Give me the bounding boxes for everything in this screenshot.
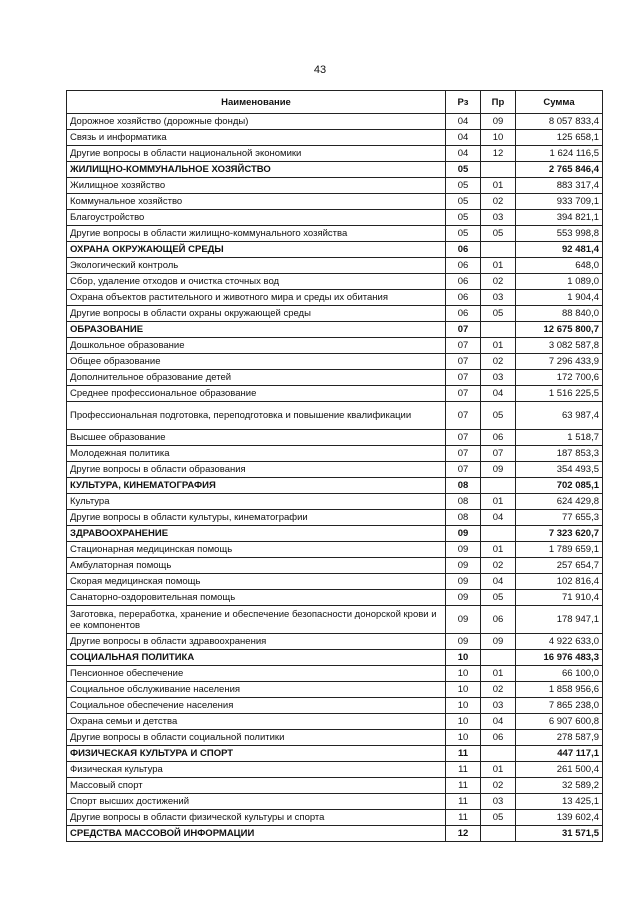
cell-name: Другие вопросы в области жилищно-коммунального хозяйства	[67, 226, 446, 242]
cell-pr: 04	[481, 510, 516, 526]
cell-name: Культура	[67, 494, 446, 510]
cell-sum: 1 624 116,5	[516, 146, 603, 162]
cell-pr	[481, 526, 516, 542]
cell-sum: 1 858 956,6	[516, 682, 603, 698]
cell-sum: 1 089,0	[516, 274, 603, 290]
cell-name: Санаторно-оздоровительная помощь	[67, 590, 446, 606]
cell-name: Жилищное хозяйство	[67, 178, 446, 194]
cell-sum: 16 976 483,3	[516, 650, 603, 666]
cell-sum: 4 922 633,0	[516, 634, 603, 650]
cell-sum: 257 654,7	[516, 558, 603, 574]
cell-pr	[481, 322, 516, 338]
cell-pr: 03	[481, 210, 516, 226]
cell-sum: 261 500,4	[516, 762, 603, 778]
cell-name: СРЕДСТВА МАССОВОЙ ИНФОРМАЦИИ	[67, 826, 446, 842]
cell-sum: 624 429,8	[516, 494, 603, 510]
cell-pr: 09	[481, 462, 516, 478]
cell-rz: 10	[446, 650, 481, 666]
cell-rz: 11	[446, 746, 481, 762]
table-row	[67, 762, 603, 778]
cell-name: Другие вопросы в области здравоохранения	[67, 634, 446, 650]
cell-rz: 04	[446, 114, 481, 130]
cell-pr: 05	[481, 402, 516, 430]
cell-name: Коммунальное хозяйство	[67, 194, 446, 210]
section-row	[67, 478, 603, 494]
cell-pr: 05	[481, 306, 516, 322]
table-row	[67, 210, 603, 226]
cell-name: Охрана семьи и детства	[67, 714, 446, 730]
table-body	[67, 114, 603, 842]
cell-rz: 07	[446, 322, 481, 338]
cell-rz: 11	[446, 778, 481, 794]
cell-name: Массовый спорт	[67, 778, 446, 794]
section-row	[67, 322, 603, 338]
cell-pr: 04	[481, 574, 516, 590]
cell-pr: 04	[481, 386, 516, 402]
cell-pr: 10	[481, 130, 516, 146]
cell-rz: 09	[446, 574, 481, 590]
cell-rz: 04	[446, 146, 481, 162]
cell-pr: 04	[481, 714, 516, 730]
table-row	[67, 682, 603, 698]
cell-pr: 02	[481, 778, 516, 794]
cell-rz: 07	[446, 370, 481, 386]
cell-sum: 172 700,6	[516, 370, 603, 386]
cell-pr: 03	[481, 698, 516, 714]
cell-name: Заготовка, переработка, хранение и обеспечение безопасности донорской крови и ее компонентов	[67, 606, 446, 634]
cell-pr	[481, 162, 516, 178]
cell-rz: 06	[446, 258, 481, 274]
table-row	[67, 258, 603, 274]
cell-name: Другие вопросы в области культуры, кинематографии	[67, 510, 446, 526]
table-row	[67, 606, 603, 634]
cell-rz: 05	[446, 226, 481, 242]
cell-sum: 63 987,4	[516, 402, 603, 430]
cell-rz: 09	[446, 542, 481, 558]
cell-sum: 6 907 600,8	[516, 714, 603, 730]
table-row	[67, 542, 603, 558]
cell-name: Среднее профессиональное образование	[67, 386, 446, 402]
cell-name: Спорт высших достижений	[67, 794, 446, 810]
table-row	[67, 306, 603, 322]
cell-pr: 06	[481, 606, 516, 634]
table-header-row	[67, 91, 603, 114]
cell-pr: 09	[481, 634, 516, 650]
header-pr: Пр	[481, 91, 516, 114]
cell-rz: 10	[446, 682, 481, 698]
cell-pr: 03	[481, 290, 516, 306]
section-row	[67, 650, 603, 666]
cell-sum: 12 675 800,7	[516, 322, 603, 338]
cell-pr: 02	[481, 194, 516, 210]
cell-rz: 06	[446, 274, 481, 290]
cell-sum: 139 602,4	[516, 810, 603, 826]
cell-sum: 88 840,0	[516, 306, 603, 322]
cell-pr	[481, 746, 516, 762]
cell-pr: 06	[481, 730, 516, 746]
cell-rz: 05	[446, 162, 481, 178]
cell-pr: 02	[481, 274, 516, 290]
cell-pr	[481, 826, 516, 842]
cell-sum: 31 571,5	[516, 826, 603, 842]
cell-sum: 77 655,3	[516, 510, 603, 526]
cell-rz: 08	[446, 510, 481, 526]
cell-name: Экологический контроль	[67, 258, 446, 274]
cell-name: Социальное обеспечение населения	[67, 698, 446, 714]
cell-rz: 12	[446, 826, 481, 842]
table-row	[67, 462, 603, 478]
cell-rz: 11	[446, 810, 481, 826]
cell-name: Сбор, удаление отходов и очистка сточных вод	[67, 274, 446, 290]
table-row	[67, 402, 603, 430]
cell-sum: 66 100,0	[516, 666, 603, 682]
cell-sum: 648,0	[516, 258, 603, 274]
cell-pr: 01	[481, 178, 516, 194]
table-row	[67, 386, 603, 402]
cell-name: Дошкольное образование	[67, 338, 446, 354]
cell-name: Молодежная политика	[67, 446, 446, 462]
cell-pr: 02	[481, 558, 516, 574]
table-row	[67, 558, 603, 574]
cell-rz: 06	[446, 290, 481, 306]
cell-pr: 01	[481, 762, 516, 778]
cell-sum: 7 323 620,7	[516, 526, 603, 542]
budget-table	[66, 90, 603, 842]
cell-rz: 06	[446, 306, 481, 322]
cell-pr: 02	[481, 354, 516, 370]
cell-pr	[481, 478, 516, 494]
cell-rz: 04	[446, 130, 481, 146]
table-row	[67, 574, 603, 590]
cell-name: ЖИЛИЩНО-КОММУНАЛЬНОЕ ХОЗЯЙСТВО	[67, 162, 446, 178]
table-row	[67, 354, 603, 370]
cell-sum: 1 789 659,1	[516, 542, 603, 558]
cell-name: КУЛЬТУРА, КИНЕМАТОГРАФИЯ	[67, 478, 446, 494]
header-sum: Сумма	[516, 91, 603, 114]
cell-rz: 10	[446, 698, 481, 714]
table-row	[67, 794, 603, 810]
table-row	[67, 730, 603, 746]
table-row	[67, 338, 603, 354]
cell-pr: 03	[481, 370, 516, 386]
table-row	[67, 430, 603, 446]
cell-rz: 09	[446, 590, 481, 606]
cell-name: Охрана объектов растительного и животного мира и среды их обитания	[67, 290, 446, 306]
table-row	[67, 810, 603, 826]
table-row	[67, 510, 603, 526]
cell-name: Профессиональная подготовка, переподготовка и повышение квалификации	[67, 402, 446, 430]
cell-pr: 01	[481, 494, 516, 510]
cell-pr: 12	[481, 146, 516, 162]
cell-rz: 08	[446, 478, 481, 494]
table-row	[67, 274, 603, 290]
cell-rz: 07	[446, 446, 481, 462]
cell-sum: 1 516 225,5	[516, 386, 603, 402]
cell-rz: 07	[446, 462, 481, 478]
cell-name: Другие вопросы в области физической культуры и спорта	[67, 810, 446, 826]
cell-sum: 13 425,1	[516, 794, 603, 810]
section-row	[67, 162, 603, 178]
cell-name: Общее образование	[67, 354, 446, 370]
cell-pr	[481, 242, 516, 258]
cell-name: ФИЗИЧЕСКАЯ КУЛЬТУРА И СПОРТ	[67, 746, 446, 762]
cell-name: Благоустройство	[67, 210, 446, 226]
cell-rz: 11	[446, 762, 481, 778]
cell-pr: 07	[481, 446, 516, 462]
table-row	[67, 494, 603, 510]
cell-sum: 447 117,1	[516, 746, 603, 762]
header-rz: Рз	[446, 91, 481, 114]
cell-rz: 07	[446, 430, 481, 446]
cell-rz: 11	[446, 794, 481, 810]
cell-sum: 8 057 833,4	[516, 114, 603, 130]
cell-rz: 07	[446, 338, 481, 354]
cell-name: Другие вопросы в области национальной экономики	[67, 146, 446, 162]
cell-sum: 125 658,1	[516, 130, 603, 146]
cell-name: СОЦИАЛЬНАЯ ПОЛИТИКА	[67, 650, 446, 666]
cell-sum: 553 998,8	[516, 226, 603, 242]
cell-name: Дополнительное образование детей	[67, 370, 446, 386]
cell-rz: 10	[446, 666, 481, 682]
cell-name: ОХРАНА ОКРУЖАЮЩЕЙ СРЕДЫ	[67, 242, 446, 258]
cell-name: Связь и информатика	[67, 130, 446, 146]
cell-pr	[481, 650, 516, 666]
cell-sum: 102 816,4	[516, 574, 603, 590]
table-row	[67, 290, 603, 306]
table-row	[67, 114, 603, 130]
cell-sum: 1 904,4	[516, 290, 603, 306]
table-row	[67, 194, 603, 210]
page-number: 43	[313, 64, 327, 76]
table-row	[67, 590, 603, 606]
cell-name: Социальное обслуживание населения	[67, 682, 446, 698]
cell-sum: 187 853,3	[516, 446, 603, 462]
table-row	[67, 130, 603, 146]
cell-sum: 7 296 433,9	[516, 354, 603, 370]
cell-name: Высшее образование	[67, 430, 446, 446]
cell-rz: 07	[446, 402, 481, 430]
header-name: Наименование	[67, 91, 446, 114]
cell-sum: 92 481,4	[516, 242, 603, 258]
cell-pr: 09	[481, 114, 516, 130]
cell-pr: 01	[481, 338, 516, 354]
table-row	[67, 778, 603, 794]
cell-sum: 2 765 846,4	[516, 162, 603, 178]
cell-rz: 09	[446, 634, 481, 650]
cell-rz: 06	[446, 242, 481, 258]
cell-pr: 01	[481, 666, 516, 682]
cell-pr: 05	[481, 590, 516, 606]
cell-rz: 08	[446, 494, 481, 510]
table-row	[67, 146, 603, 162]
cell-name: Другие вопросы в области охраны окружающей среды	[67, 306, 446, 322]
cell-name: Стационарная медицинская помощь	[67, 542, 446, 558]
table-row	[67, 446, 603, 462]
cell-rz: 10	[446, 730, 481, 746]
cell-pr: 05	[481, 810, 516, 826]
table-row	[67, 666, 603, 682]
cell-rz: 09	[446, 526, 481, 542]
cell-pr: 01	[481, 542, 516, 558]
cell-name: Дорожное хозяйство (дорожные фонды)	[67, 114, 446, 130]
cell-rz: 05	[446, 194, 481, 210]
section-row	[67, 746, 603, 762]
section-row	[67, 526, 603, 542]
cell-sum: 71 910,4	[516, 590, 603, 606]
table-row	[67, 178, 603, 194]
cell-name: Другие вопросы в области социальной политики	[67, 730, 446, 746]
cell-name: Пенсионное обеспечение	[67, 666, 446, 682]
cell-name: Амбулаторная помощь	[67, 558, 446, 574]
table-row	[67, 226, 603, 242]
cell-name: ЗДРАВООХРАНЕНИЕ	[67, 526, 446, 542]
cell-sum: 883 317,4	[516, 178, 603, 194]
cell-rz: 09	[446, 558, 481, 574]
cell-sum: 702 085,1	[516, 478, 603, 494]
cell-name: Скорая медицинская помощь	[67, 574, 446, 590]
cell-rz: 07	[446, 386, 481, 402]
cell-pr: 03	[481, 794, 516, 810]
cell-pr: 02	[481, 682, 516, 698]
cell-sum: 394 821,1	[516, 210, 603, 226]
cell-pr: 06	[481, 430, 516, 446]
table-row	[67, 370, 603, 386]
cell-rz: 10	[446, 714, 481, 730]
section-row	[67, 242, 603, 258]
cell-rz: 05	[446, 210, 481, 226]
cell-name: ОБРАЗОВАНИЕ	[67, 322, 446, 338]
cell-sum: 1 518,7	[516, 430, 603, 446]
cell-sum: 278 587,9	[516, 730, 603, 746]
table-row	[67, 698, 603, 714]
cell-pr: 01	[481, 258, 516, 274]
cell-name: Другие вопросы в области образования	[67, 462, 446, 478]
cell-rz: 09	[446, 606, 481, 634]
cell-sum: 32 589,2	[516, 778, 603, 794]
section-row	[67, 826, 603, 842]
table-row	[67, 714, 603, 730]
cell-sum: 178 947,1	[516, 606, 603, 634]
cell-sum: 7 865 238,0	[516, 698, 603, 714]
cell-sum: 3 082 587,8	[516, 338, 603, 354]
cell-sum: 933 709,1	[516, 194, 603, 210]
cell-rz: 07	[446, 354, 481, 370]
table-row	[67, 634, 603, 650]
cell-pr: 05	[481, 226, 516, 242]
cell-name: Физическая культура	[67, 762, 446, 778]
cell-sum: 354 493,5	[516, 462, 603, 478]
cell-rz: 05	[446, 178, 481, 194]
